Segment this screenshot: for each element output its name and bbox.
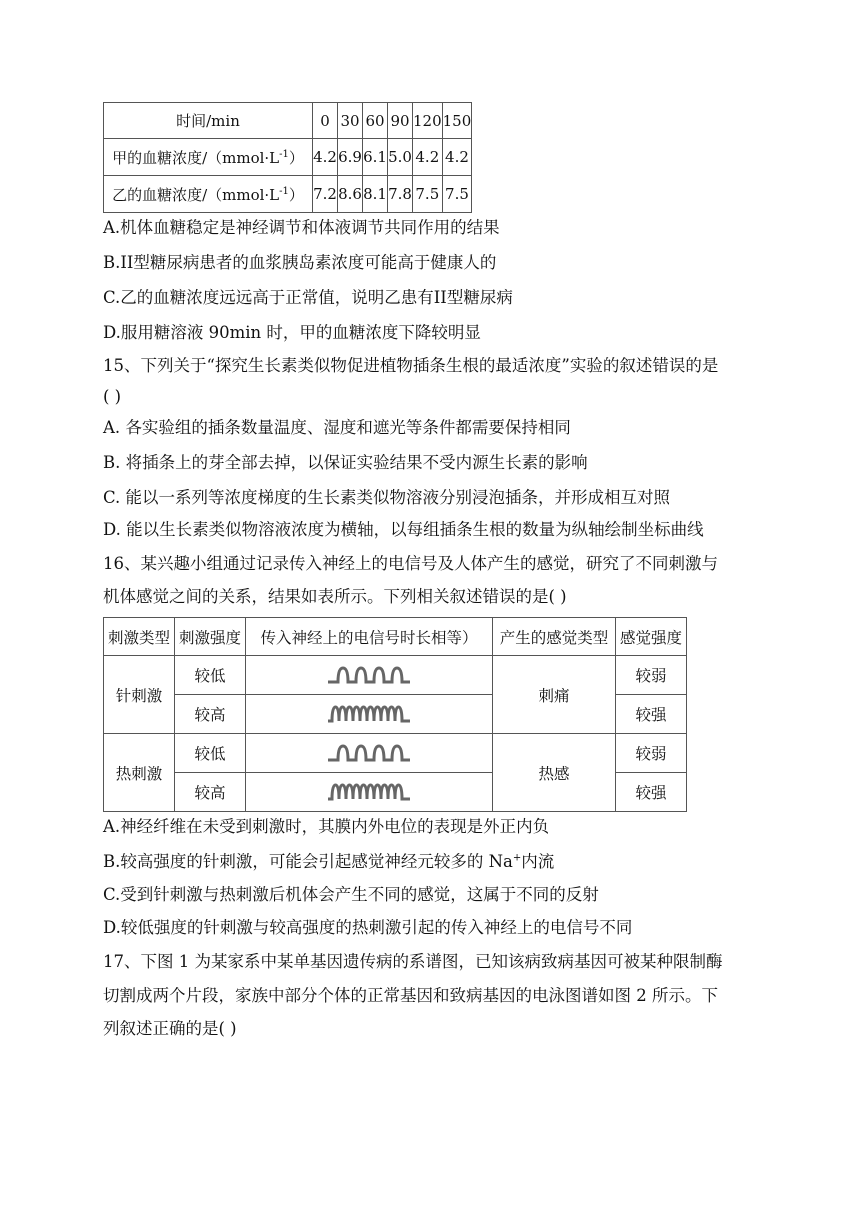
stimulus-sensation-table [103,617,687,812]
table-cell: 6.9 [338,139,363,176]
q14-option-d: D.服用糖溶液 90min 时，甲的血糖浓度下降较明显 [103,323,481,342]
q17-stem: 17、下图 1 为某家系中某单基因遗传病的系谱图，已知该病致病基因可被某种限制酶 [103,952,723,971]
table-cell: 感觉强度 [616,618,687,656]
q15-option-c: C. 能以一系列等浓度梯度的生长素类似物溶液分别浸泡插条，并形成相互对照 [103,488,671,507]
table-cell: 较弱 [616,734,687,773]
table-row [104,139,472,176]
table-cell: 乙的血糖浓度$/(mmol\cdot L^{-1})$ [104,176,313,213]
q16-stem: 16、某兴趣小组通过记录传入神经上的电信号及人体产生的感觉，研究了不同刺激与 [103,554,718,573]
table-cell: 热刺激 [104,734,175,812]
table-cell: 7.2 [313,176,338,213]
q14-option-b: B.II型糖尿病患者的血浆胰岛素浓度可能高于健康人的 [103,253,497,272]
table-cell: 时间/min [104,103,313,139]
q15-option-a: A. 各实验组的插条数量温度、湿度和遮光等条件都需要保持相同 [103,418,571,437]
table-cell: 7.5 [413,176,443,213]
table-cell: 刺痛 [493,656,616,734]
q17-stem-3: 列叙述正确的是( ) [103,1019,237,1038]
table-row [104,176,472,213]
q15-stem: 15、下列关于“探究生长素类似物促进植物插条生根的最适浓度”实验的叙述错误的是 [103,356,719,375]
table-header-row [104,103,472,139]
table-cell: 刺激强度 [175,618,246,656]
table-cell: 较强 [616,773,687,812]
table-cell: 8.6 [338,176,363,213]
table-cell: 8.1 [363,176,388,213]
signal-cell [246,773,493,812]
table-cell: 较弱 [616,656,687,695]
high-frequency-signal-icon [326,702,412,726]
high-frequency-signal-icon [326,780,412,804]
table-header-row [104,618,687,656]
low-frequency-signal-icon [326,663,412,687]
table-cell: 刺激类型 [104,618,175,656]
signal-cell [246,656,493,695]
table-cell: 120 [413,103,443,139]
q16-option-c: C.受到针刺激与热刺激后机体会产生不同的感觉，这属于不同的反射 [103,885,599,904]
table-cell: 90 [388,103,413,139]
table-cell: 7.8 [388,176,413,213]
table-cell: 4.2 [442,139,472,176]
q16-option-a: A.神经纤维在未受到刺激时，其膜内外电位的表现是外正内负 [103,817,550,836]
table-row [104,734,687,773]
q17-stem-2: 切割成两个片段，家族中部分个体的正常基因和致病基因的电泳图谱如图 2 所示。下 [103,986,718,1005]
table-cell: 较低 [175,734,246,773]
q15-option-b: B. 将插条上的芽全部去掉，以保证实验结果不受内源生长素的影响 [103,453,588,472]
table-cell: 较强 [616,695,687,734]
table-cell: 热感 [493,734,616,812]
table-cell: 4.2 [413,139,443,176]
low-frequency-signal-icon [326,741,412,765]
table-cell: 传入神经上的电信号时长相等） [246,618,493,656]
table-cell: 较低 [175,656,246,695]
table-cell: 针刺激 [104,656,175,734]
q16-stem-2: 机体感觉之间的关系，结果如表所示。下列相关叙述错误的是( ) [103,587,567,606]
table-cell: 4.2 [313,139,338,176]
table-cell: 150 [442,103,472,139]
q15-stem-bracket: ( ) [103,387,122,406]
table-cell: 较高 [175,773,246,812]
table-row [104,656,687,695]
table-cell: 产生的感觉类型 [493,618,616,656]
table-cell: 60 [363,103,388,139]
q16-option-b: B.较高强度的针刺激，可能会引起感觉神经元较多的 Na+内流 [103,852,555,871]
table-cell: 0 [313,103,338,139]
q14-option-c: C.乙的血糖浓度远远高于正常值，说明乙患有II型糖尿病 [103,288,513,307]
q16-option-d: D.较低强度的针刺激与较高强度的热刺激引起的传入神经上的电信号不同 [103,918,633,937]
signal-cell [246,734,493,773]
table-cell: 30 [338,103,363,139]
table-cell: 甲的血糖浓度$/(mmol\cdot L^{-1})$ [104,139,313,176]
table-cell: 7.5 [442,176,472,213]
table-cell: 6.1 [363,139,388,176]
q14-option-a: A.机体血糖稳定是神经调节和体液调节共同作用的结果 [103,218,500,237]
blood-glucose-table [103,102,472,213]
q15-option-d: D. 能以生长素类似物溶液浓度为横轴，以每组插条生根的数量为纵轴绘制坐标曲线 [103,520,704,539]
table-cell: 5.0 [388,139,413,176]
signal-cell [246,695,493,734]
table-cell: 较高 [175,695,246,734]
